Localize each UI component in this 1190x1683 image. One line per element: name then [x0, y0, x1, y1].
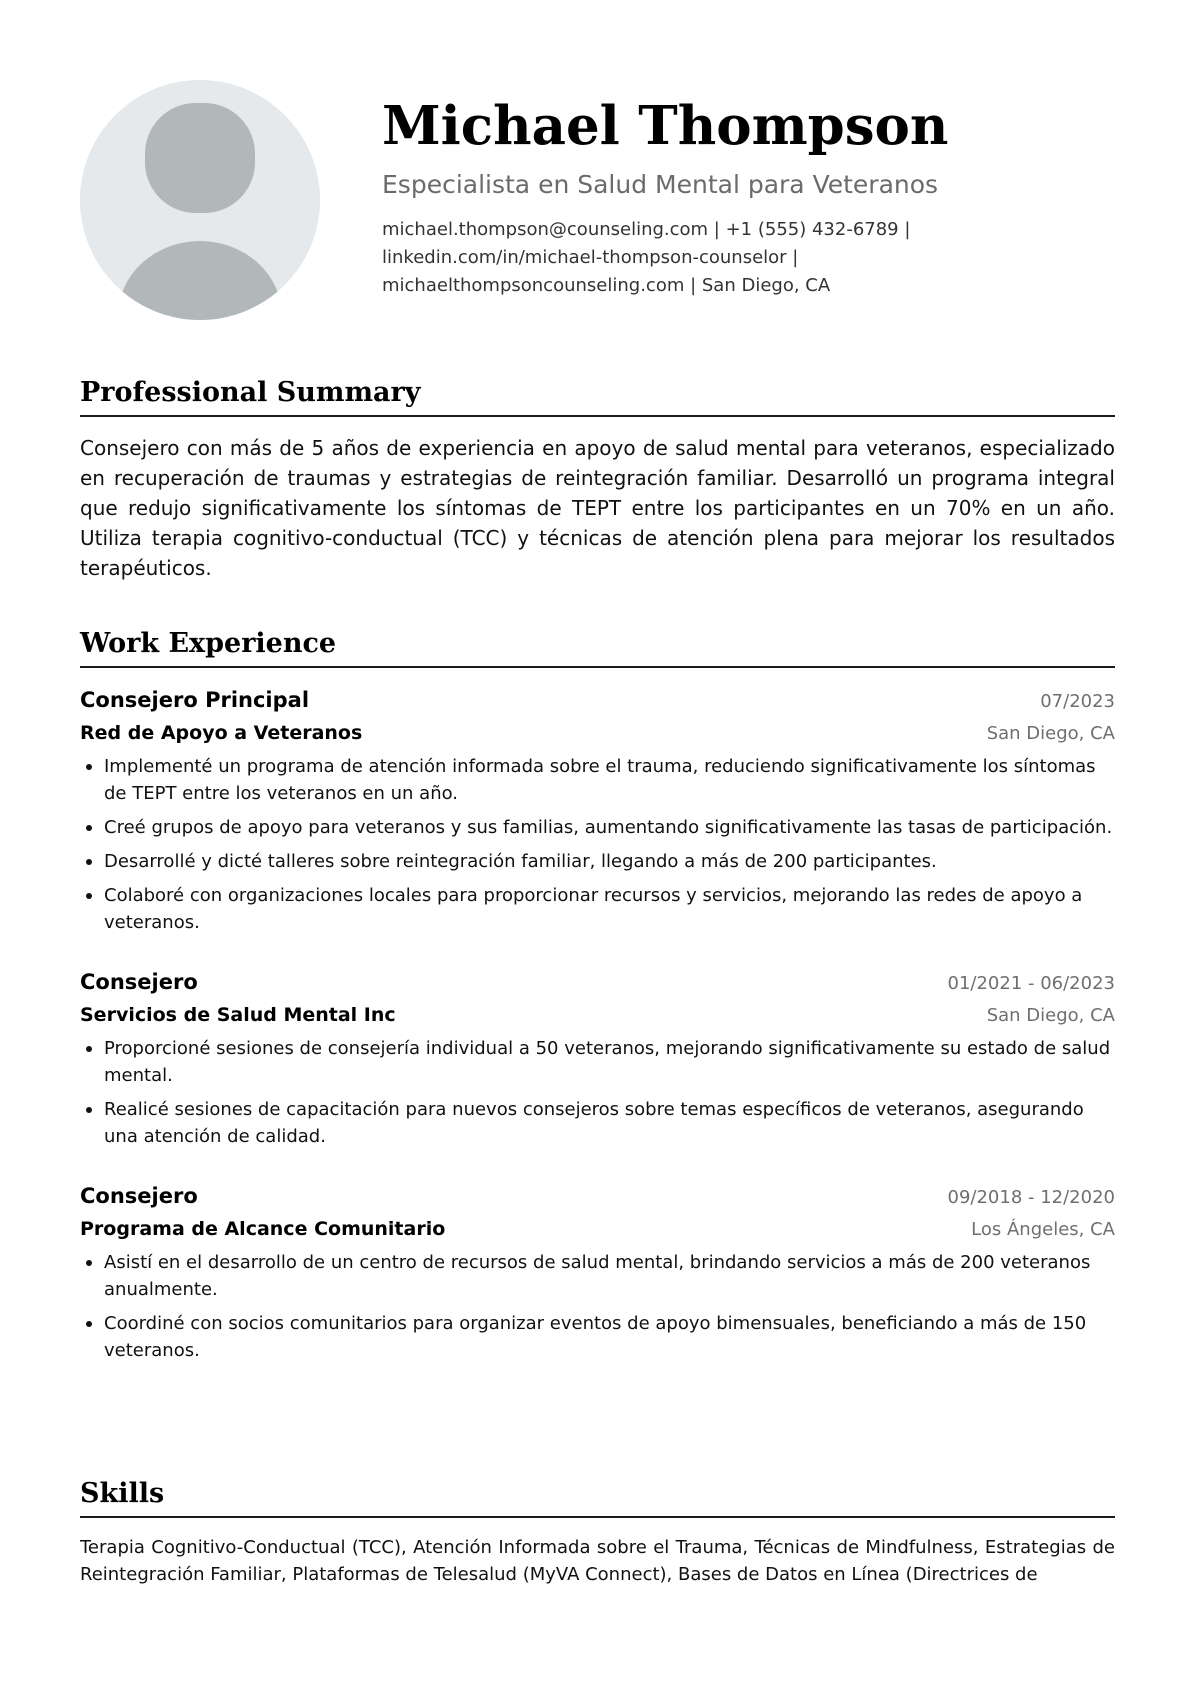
list-item	[80, 1096, 1115, 1150]
skills-text: Terapia Cognitivo-Conductual (TCC), Atención Informada sobre el Trauma, Técnicas de Mindfulness, Estrategias de Reintegración Familiar, Plataformas de Telesalud (MyVA Connect), Bases de Datos en Línea (Directrices de	[80, 1537, 1115, 1585]
candidate-name: Michael Thompson	[382, 95, 949, 157]
summary-heading: Professional Summary	[80, 373, 1115, 417]
avatar-head-shape	[145, 103, 255, 213]
bullet-text: Implementé un programa de atención informada sobre el trauma, reduciendo significativamente los síntomas de TEPT entre los veteranos en un año.	[104, 756, 1096, 804]
job-role: Consejero Principal	[80, 688, 310, 712]
header-text	[382, 94, 982, 300]
bullet-text: Colaboré con organizaciones locales para proporcionar recursos y servicios, mejorando las redes de apoyo a veteranos.	[104, 885, 1083, 933]
job-header-row	[80, 966, 1115, 1000]
job-location: Los Ángeles, CA	[971, 1219, 1115, 1240]
bullet-icon	[86, 1107, 92, 1113]
bullet-text: Desarrollé y dicté talleres sobre reintegración familiar, llegando a más de 200 participantes.	[104, 851, 937, 872]
bullet-icon	[86, 825, 92, 831]
job-company: Programa de Alcance Comunitario	[80, 1218, 446, 1240]
job-entry	[80, 966, 1115, 1150]
avatar-body-shape	[118, 241, 282, 320]
job-header-row	[80, 684, 1115, 718]
summary-section	[80, 373, 1115, 583]
job-date: 09/2018 - 12/2020	[947, 1187, 1115, 1208]
job-date: 01/2021 - 06/2023	[947, 973, 1115, 994]
bullet-text: Creé grupos de apoyo para veteranos y sus familias, aumentando significativamente las tasas de participación.	[104, 817, 1113, 838]
list-item	[80, 848, 1115, 875]
summary-text: Consejero con más de 5 años de experiencia en apoyo de salud mental para veteranos, especializado en recuperación de traumas y estrategias de reintegración familiar. Desarrolló un programa integral que redujo significativamente los síntomas de TEPT entre los participantes en un 70% en un año. Utiliza terapia cognitivo-conductual (TCC) y técnicas de atención plena para mejorar los resultados terapéuticos.	[80, 436, 1115, 580]
job-location: San Diego, CA	[986, 723, 1115, 744]
bullet-icon	[86, 1321, 92, 1327]
experience-section	[80, 624, 1115, 1371]
bullet-text: Coordiné con socios comunitarios para organizar eventos de apoyo bimensuales, beneficiando a más de 150 veteranos.	[104, 1313, 1087, 1361]
bullet-icon	[86, 1260, 92, 1266]
job-bullets	[80, 753, 1115, 936]
list-item	[80, 1035, 1115, 1089]
job-entry	[80, 1180, 1115, 1364]
job-company-row	[80, 1000, 1115, 1031]
job-bullets	[80, 1035, 1115, 1150]
job-company: Servicios de Salud Mental Inc	[80, 1004, 396, 1026]
bullet-icon	[86, 893, 92, 899]
bullet-text: Realicé sesiones de capacitación para nuevos consejeros sobre temas específicos de veteranos, asegurando una atención de calidad.	[104, 1099, 1084, 1147]
list-item	[80, 814, 1115, 841]
bullet-icon	[86, 859, 92, 865]
job-company-row	[80, 1214, 1115, 1245]
list-item	[80, 1249, 1115, 1303]
job-date: 07/2023	[1040, 691, 1115, 712]
avatar	[80, 80, 320, 320]
job-role: Consejero	[80, 1184, 198, 1208]
bullet-icon	[86, 764, 92, 770]
bullet-text: Asistí en el desarrollo de un centro de recursos de salud mental, brindando servicios a más de 200 veteranos anualmente.	[104, 1252, 1091, 1300]
job-location: San Diego, CA	[986, 1005, 1115, 1026]
job-role: Consejero	[80, 970, 198, 994]
job-company-row	[80, 718, 1115, 749]
list-item	[80, 1310, 1115, 1364]
skills-heading: Skills	[80, 1474, 1115, 1518]
experience-heading: Work Experience	[80, 624, 1115, 668]
bullet-text: Proporcioné sesiones de consejería individual a 50 veteranos, mejorando significativamente su estado de salud mental.	[104, 1038, 1111, 1086]
list-item	[80, 882, 1115, 936]
resume-header	[80, 80, 1115, 320]
job-company: Red de Apoyo a Veteranos	[80, 722, 363, 744]
bullet-icon	[86, 1046, 92, 1052]
skills-section	[80, 1474, 1115, 1588]
candidate-title: Especialista en Salud Mental para Veteranos	[382, 170, 939, 199]
list-item	[80, 753, 1115, 807]
contact-info: michael.thompson@counseling.com | +1 (555) 432-6789 | linkedin.com/in/michael-thompson-counselor | michaelthompsoncounseling.com | San Diego, CA	[382, 219, 911, 296]
job-bullets	[80, 1249, 1115, 1364]
job-entry	[80, 684, 1115, 936]
job-header-row	[80, 1180, 1115, 1214]
